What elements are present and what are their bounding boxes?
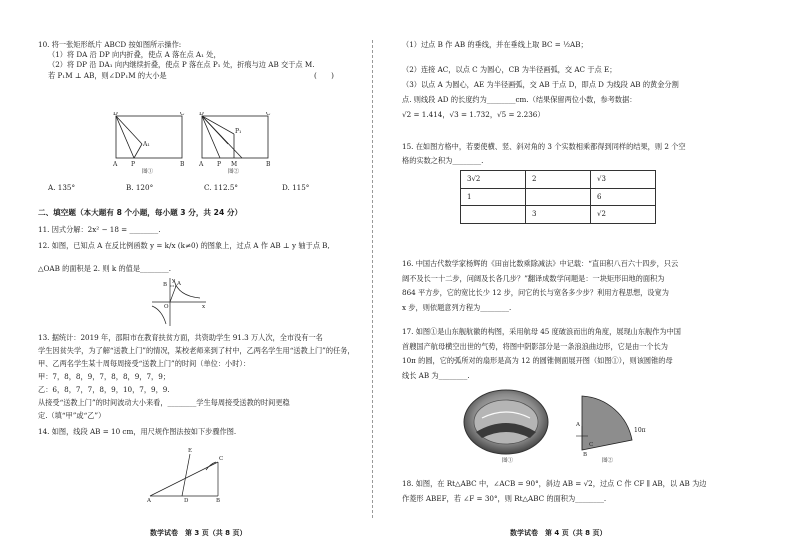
grid-cell: 1 <box>461 188 526 206</box>
q16 <box>402 257 678 315</box>
grid-cell-blank[interactable] <box>461 206 526 224</box>
left-page <box>38 40 360 81</box>
q14-step-4: 点. 则线段 AD 的长度约为________cm.（结果保留两位小数，参考数据： <box>402 95 637 104</box>
choice-c[interactable]: C. 112.5° <box>204 183 238 192</box>
choice-a[interactable]: A. 135° <box>48 183 76 192</box>
grid-cell: √3 <box>591 171 656 189</box>
q15-grid <box>460 170 656 224</box>
sector-diagram <box>576 396 632 450</box>
q13-line-6: 从接受“送教上门”的时间波动大小来看，________学生每周接受送教的时间更稳 <box>38 398 290 407</box>
footer-page-3: 数学试卷 第 3 页（共 8 页） <box>150 529 247 537</box>
q10-line-1: 10. 将一张矩形纸片 ABCD 按如图所示操作: <box>38 40 182 49</box>
q16-line-1: 16. 中国古代数学家杨辉的《田亩比数乘除减法》中记载：“直田积八百六十四步，只云 <box>402 259 679 268</box>
svg-text:E: E <box>188 448 193 454</box>
svg-text:C: C <box>180 112 185 117</box>
svg-text:O: O <box>164 304 169 310</box>
svg-text:B: B <box>180 161 185 168</box>
fig2-caption-17: 图② <box>602 458 614 464</box>
q10-line-4: 若 P₁M ⊥ AB，则∠DP₁M 的大小是 <box>48 70 167 80</box>
q15 <box>402 140 686 168</box>
q15-line-1: 15. 在如图方格中，若要使横、竖、斜对角的 3 个实数相乘都得到同样的结果，则 2 个空 <box>402 142 686 151</box>
q17-line-1: 17. 如图①是山东舰航徽的构图，采用航母 45 度破浪而出的角度，展现山东舰作为中国 <box>402 327 681 336</box>
svg-text:C: C <box>219 456 224 462</box>
q10-line-2: （1）将 DA 沿 DP 向内折叠，使点 A 落在点 A₁ 处， <box>48 50 221 60</box>
q14-step-3: （3）以点 A 为圆心，AE 为半径画弧，交 AB 于点 D，即点 D 为线段 AB 的黄金分割 <box>402 80 679 89</box>
svg-text:D: D <box>199 112 204 117</box>
point-c-label: C <box>589 442 594 448</box>
fig2-rectangle <box>202 116 268 158</box>
fig1-fold-da1 <box>116 116 142 144</box>
grid-cell: 3√2 <box>461 171 526 189</box>
q12-figure <box>148 276 208 328</box>
choice-b[interactable]: B. 120° <box>126 183 154 192</box>
shandong-emblem <box>464 390 548 454</box>
q14-steps <box>402 62 679 122</box>
q10-line-3: （2）将 DP 沿 DA₁ 向内继续折叠，使点 P 落在点 P₁ 处，折痕与边 AB 交于点 M. <box>48 60 315 70</box>
q13 <box>38 331 355 422</box>
q14-intro: 14. 如图，线段 AB = 10 cm，用尺规作图法按如下步骤作图. <box>38 427 237 436</box>
svg-text:B: B <box>163 282 168 288</box>
choice-d[interactable]: D. 115° <box>282 183 310 192</box>
section-2-heading: 二、填空题（本大题有 8 个小题，每小题 3 分，共 24 分） <box>38 208 243 217</box>
arc-length-label: 10π <box>634 427 646 434</box>
svg-text:C: C <box>266 112 271 117</box>
q10-figures <box>112 112 282 174</box>
grid-cell-blank[interactable] <box>526 188 591 206</box>
svg-text:A: A <box>177 281 181 287</box>
grid-cell: 3 <box>526 206 591 224</box>
page-divider <box>372 40 373 518</box>
svg-text:A₁: A₁ <box>143 141 150 148</box>
q11: 11. 因式分解：2x² − 18 = ________. <box>38 225 161 234</box>
q14-step-1: （1）过点 B 作 AB 的垂线，并在垂线上取 BC = ½AB； <box>402 40 588 49</box>
svg-text:P: P <box>131 161 136 168</box>
q17-line-4: 线长 AB 为________. <box>402 370 470 380</box>
q12-line-2: △OAB 的面积是 2. 则 k 的值是________. <box>38 264 172 273</box>
fig1-caption-17: 图① <box>502 458 514 464</box>
fig2-caption: 图② <box>228 169 240 174</box>
q16-line-2: 阔不及长一十二步，问阔及长各几步？”翻译成数学问题是：一块矩形田地的面积为 <box>402 273 665 283</box>
q14-step-5: √2 = 1.414，√3 = 1.732，√5 = 2.236） <box>402 110 545 119</box>
svg-text:B: B <box>266 161 271 168</box>
svg-text:x: x <box>202 304 206 310</box>
grid-cell: √2 <box>591 206 656 224</box>
svg-text:P: P <box>217 161 222 168</box>
q13-line-7: 定.（填“甲”或“乙”） <box>38 411 106 420</box>
q13-line-4: 甲：7，8，8，9，7，8，8，9，7，9； <box>38 372 170 381</box>
q17 <box>402 325 681 383</box>
q18-line-1: 18. 如图，在 Rt△ABC 中，∠ACB = 90°，斜边 AB = √2，过点 C 作 CF ∥ AB，以 AB 为边 <box>402 479 707 488</box>
q14-figure <box>146 440 226 502</box>
grid-row <box>461 171 656 189</box>
q13-line-5: 乙：6，8，7，7，8，9，10，7，9，9. <box>38 385 170 394</box>
svg-text:y: y <box>172 278 176 284</box>
svg-text:P₁: P₁ <box>235 128 242 135</box>
q18 <box>402 476 706 506</box>
q12-line-1: 12. 如图，已知点 A 在反比例函数 y = k/x (k≠0) 的图象上，过点 A 作 AB ⊥ y 轴于点 B, <box>38 241 330 250</box>
svg-text:D: D <box>113 112 118 117</box>
q15-line-2: 格的实数之积为________. <box>402 156 484 165</box>
svg-text:M: M <box>231 161 238 168</box>
q13-line-2: 学生因贫失学，为了解“送教上门”的情况，某校老师来到了村中，乙两名学生用“送教上门”的任务， <box>38 346 355 355</box>
point-a-label: A <box>576 422 580 428</box>
q10-choices <box>48 183 360 192</box>
svg-text:A: A <box>199 161 204 168</box>
q18-line-2: 作菱形 ABEF，若 ∠F = 30°，则 Rt△ABC 的面积为________. <box>402 494 607 503</box>
q17-figures <box>462 388 662 464</box>
point-b-label: B <box>583 452 588 458</box>
q13-line-1: 13. 据统计：2019 年，邵阳市在教育扶贫方面，共资助学生 91.3 万人次，全市没有一名 <box>38 333 323 342</box>
svg-text:A: A <box>147 498 151 502</box>
q16-line-3: 864 平方步，它的宽比长少 12 步，问它的长与宽各多少步？利用方程思想，设宽为 <box>402 288 669 297</box>
svg-text:B: B <box>216 498 221 502</box>
q16-line-4: x 步，则依题意列方程为________. <box>402 302 512 312</box>
grid-cell: 2 <box>526 171 591 189</box>
fig1-rectangle <box>116 116 182 158</box>
q13-line-3: 甲、乙两名学生某十周每周接受“送教上门”的时间（单位：小时）： <box>38 359 251 368</box>
grid-cell: 6 <box>591 188 656 206</box>
fig1-caption: 图① <box>142 169 154 174</box>
svg-text:D: D <box>184 498 189 502</box>
q17-line-3: 10π 的圆，它的弧所对的扇形是高为 12 的圆锥侧面展开图（如图①），则该圆锥的母 <box>402 356 673 365</box>
grid-row <box>461 188 656 206</box>
fig1-fold-dp <box>116 116 134 158</box>
grid-row <box>461 206 656 224</box>
svg-text:A: A <box>113 161 118 168</box>
right-page <box>402 40 732 50</box>
q14-step-2: （2）连接 AC，以点 C 为圆心，CB 为半径画弧，交 AC 于点 E； <box>402 65 617 74</box>
q10-answer-paren: ( ) <box>314 71 334 80</box>
q17-line-2: 首艘国产航母横空出世的气势，将图中阴影部分是一条浪浪曲边形，它是由一个长为 <box>402 341 668 351</box>
footer-page-4: 数学试卷 第 4 页（共 8 页） <box>510 529 607 537</box>
fig1-segment-pa1 <box>134 144 142 158</box>
